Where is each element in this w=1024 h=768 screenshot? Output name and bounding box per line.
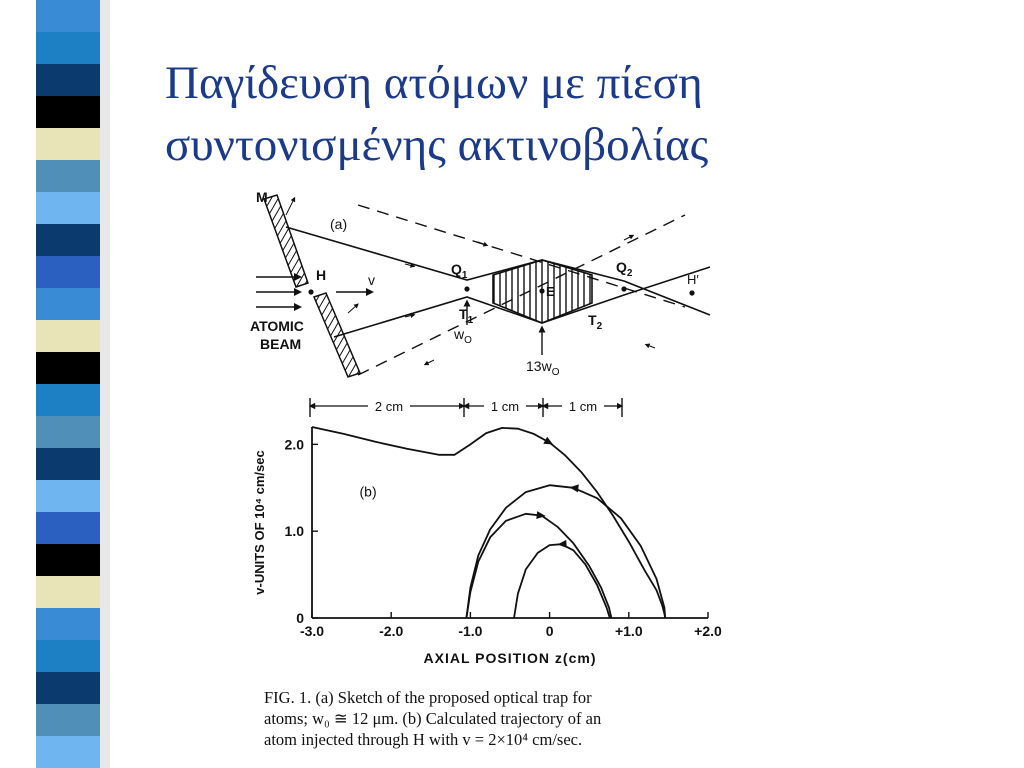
title-line-1: Παγίδευση ατόμων με πίεση <box>165 57 703 109</box>
stripe-block <box>36 512 100 545</box>
stripe-block <box>36 0 100 33</box>
stripe-block <box>36 64 100 97</box>
stripe-block <box>36 640 100 673</box>
point-h-prime <box>689 290 694 295</box>
label-beam: BEAM <box>260 336 302 352</box>
label-w0: $w_O$ <box>454 326 472 346</box>
mirror-lower <box>314 293 360 377</box>
dimension-label: 2 cm <box>374 399 404 414</box>
stripe-block <box>36 32 100 65</box>
stripe-block <box>36 736 100 768</box>
label-h: H <box>316 267 327 283</box>
dimension-label: 1 cm <box>568 399 598 414</box>
stripe-block <box>36 672 100 705</box>
trajectory-series-2 <box>466 485 665 618</box>
x-tick-label: -3.0 <box>299 623 325 639</box>
stripe-block <box>36 544 100 577</box>
label-h-prime: H′ <box>687 272 699 287</box>
trajectory-direction-arrow <box>569 483 579 492</box>
point-q1 <box>464 286 469 291</box>
x-tick-label: -2.0 <box>379 623 404 639</box>
decorative-stripe <box>0 0 120 768</box>
figure-a-sketch <box>250 189 710 378</box>
x-axis-label: AXIAL POSITION z(cm) <box>423 650 597 666</box>
trajectory-series-4 <box>514 544 610 618</box>
dashed-ray <box>358 215 685 375</box>
stripe-block <box>36 224 100 257</box>
caption-line-3: atom injected through H with v = 2×10⁴ cm/sec. <box>264 730 583 749</box>
stripe-block <box>36 704 100 737</box>
stripe-block <box>36 480 100 513</box>
label-v: v <box>368 272 375 288</box>
stripe-block <box>36 160 100 193</box>
trajectory-direction-arrow <box>557 540 567 549</box>
title-line-2: συντονισμένης ακτινοβολίας <box>165 119 709 171</box>
x-tick-label: +1.0 <box>614 623 643 639</box>
paper-figure <box>230 185 730 685</box>
dimension-bar <box>310 398 622 417</box>
upper-beam <box>286 227 710 315</box>
dashed-ray-arrow <box>647 345 655 348</box>
panel-b-label: (b) <box>359 483 377 500</box>
point-q2 <box>621 286 626 291</box>
label-m: M <box>256 189 268 205</box>
label-e: E <box>546 284 555 299</box>
stripe-block <box>36 352 100 385</box>
dashed-ray-arrow <box>426 360 434 364</box>
panel-a-label: (a) <box>330 216 348 232</box>
beam-arrow <box>348 305 357 313</box>
caption-line-1: FIG. 1. (a) Sketch of the proposed optical trap for <box>264 688 592 707</box>
stripe-block <box>36 192 100 225</box>
label-q1: $Q_1$ <box>451 261 468 281</box>
stripe-block <box>36 384 100 417</box>
trajectory-chart <box>252 427 722 666</box>
stripe-block <box>36 96 100 129</box>
mirror-upper <box>264 195 308 287</box>
stripe-block <box>36 256 100 289</box>
dashed-ray-arrow <box>624 236 632 240</box>
y-tick-label: 0 <box>296 610 304 626</box>
y-tick-label: 1.0 <box>284 523 304 540</box>
label-q2: $Q_2$ <box>616 259 633 279</box>
stripe-block <box>36 576 100 609</box>
figure-caption <box>264 687 734 750</box>
y-axis-label: v-UNITS OF 10⁴ cm/sec <box>252 450 267 595</box>
caption-line-2: atoms; w₀ ≅ 12 μm. (b) Calculated trajectory of an <box>264 709 602 728</box>
x-tick-label: -1.0 <box>458 623 483 639</box>
point-e <box>539 288 544 293</box>
label-atomic: ATOMIC <box>250 318 304 334</box>
x-tick-label: +2.0 <box>694 623 722 639</box>
x-tick-label: 0 <box>545 623 554 639</box>
label-t1: $T_1$ <box>459 306 474 326</box>
trajectory-series-3 <box>466 514 611 618</box>
trajectory-series-1 <box>312 427 665 618</box>
lower-beam <box>334 267 710 337</box>
stripe-block <box>36 128 100 161</box>
point-h <box>308 289 313 294</box>
slide-title <box>165 52 1005 176</box>
beam-arrow <box>286 199 294 215</box>
label-t2: $T_2$ <box>588 312 603 332</box>
dimension-label: 1 cm <box>490 399 520 414</box>
stripe-block <box>36 608 100 641</box>
y-tick-label: 2.0 <box>284 436 304 453</box>
stripe-block <box>36 416 100 449</box>
stripe-block <box>36 320 100 353</box>
stripe-block <box>36 288 100 321</box>
stripe-block <box>36 448 100 481</box>
label-13w0: $13w_O$ <box>526 358 560 378</box>
